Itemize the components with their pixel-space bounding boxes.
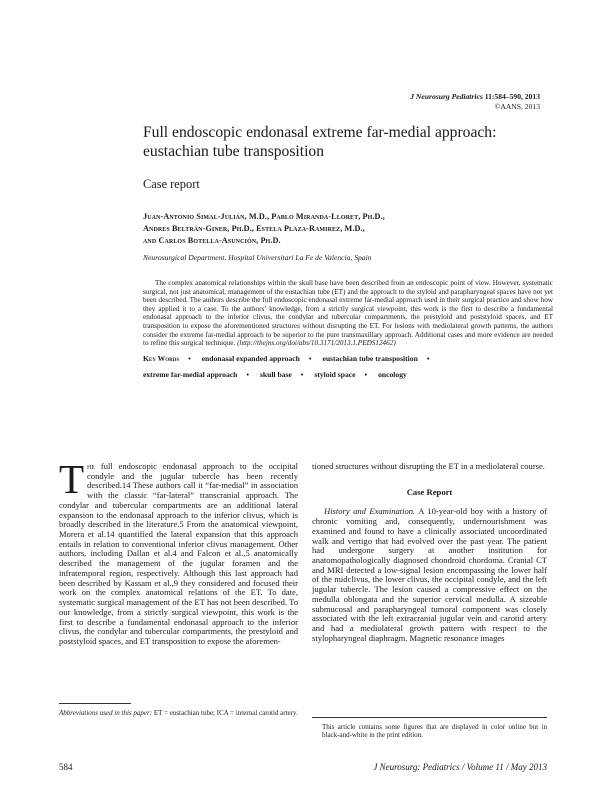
color-figure-note: This article contains some figures that are displayed in color online but in black-and-white in the print edition.	[312, 717, 547, 740]
journal-citation	[410, 92, 540, 112]
keyword: oncology	[378, 370, 407, 379]
keywords-label: Key Words	[143, 354, 180, 363]
footnote-text: ET = eustachian tube; ICA = internal carotid artery.	[152, 709, 298, 717]
running-footer: J Neurosurg: Pediatrics / Volume 11 / May 2013	[373, 762, 547, 772]
case-paragraph	[312, 507, 547, 643]
abstract-text: The complex anatomical relationships within the skull base have been described from an endoscopic point of view. However, systematic surgical, not just anatomical, management of the eustachian tube (ET) and the approach to the styloid and parapharyngeal spaces have not yet been described. The authors describe the full endoscopic endonasal extreme far-medial approach used in their surgical practice and show how they applied it to a case. To the authors’ knowledge, from a strictly surgical viewpoint, this work is the first to describe a fundamental endonasal approach to the inferior clivus, the condylar and tubercular compartments, the prestyloid and poststyloid spaces, and ET transposition to expose the aforementioned structures without disrupting the ET. For lesions with mediolateral growth patterns, the authors consider the extreme far-medial approach to be superior to the pure transmaxillary approach. Additional cases and more evidence are needed to refine this surgical technique.	[143, 279, 553, 348]
footnote	[59, 709, 298, 718]
keyword: endonasal expanded approach	[201, 354, 300, 363]
paragraph-label: History and Examination.	[324, 506, 416, 517]
author-line: and Carlos Botella-Asunción, Ph.D.	[143, 236, 281, 246]
article-title: Full endoscopic endonasal extreme far-medial approach: eustachian tube transposition	[143, 124, 497, 160]
intro-paragraph: full endoscopic endonasal approach to the occipital condyle and the jugular tubercle has been recently described.14 These authors call it “far-medial” in association with the classic “far-lateral” transcranial approach. The condylar and tubercular compartments are an additional lateral expansion to the endonasal approach to the inferior clivus, which is broadly described in the literature.5 From the anatomical viewpoint, Morera et al.14 quantified the lateral expansion that this approach entails in relation to conventional inferior clivus management. Other authors, including Dallan et al.4 and Falcon et al.,5 anatomically described the management of the jugular foramen and the infratemporal region, respectively. Although this last approach had been described by Kassam et al.,9 they considered and focused their work on the complex anatomical relations of the ET. To date, systematic surgical management of the ET has not been described. To our knowledge, from a strictly surgical viewpoint, this work is the first to describe a fundamental endonasal approach to the inferior clivus, the condylar and tubercular compartments, the prestyloid and poststyloid spaces, and ET transposition to expose the aforemen-	[59, 461, 298, 646]
keywords: Key Words • endonasal expanded approach • eustachian tube transposition • extreme far-medial approach • skull base • styloid space • oncology	[143, 354, 430, 379]
abstract	[143, 279, 553, 348]
author-line: Juan-Antonio Simal-Julián, M.D., Pablo Miranda-Lloret, Ph.D.,	[143, 212, 385, 221]
body-column-left	[59, 456, 298, 647]
author-list	[143, 211, 473, 248]
copyright: ©AANS, 2013	[494, 102, 540, 111]
keyword: skull base	[259, 370, 292, 379]
paragraph-text: A 10-year-old boy with a history of chronic vomiting and, consequently, undernourishment was examined and found to have a clinically associated uncoordinated walk and vertigo that had evolved over the past year. The patient had undergone surgery at another institution for anatomopathologically diagnosed chondroid chordoma. Cranial CT and MRI detected a low-signal lesion encompassing the lower half of the midclivus, the lower clivus, the occipital condyle, and the left jugular tubercle. The lesion caused a compressive effect on the medulla oblongata and the superior cervical medulla. A sizeable submucosal and parapharyngeal tumoral component was closely associated with the left extracranial jugular vein and carotid artery and had a mediolateral growth pattern with respect to the stylopharyngeal diaphragm. Magnetic resonance images	[312, 506, 547, 643]
continued-paragraph: tioned structures without disrupting the ET in a mediolateral course.	[312, 461, 545, 471]
volume-pages: 11:584–590, 2013	[484, 92, 540, 101]
body-column-right	[312, 462, 547, 644]
footnote-divider	[59, 703, 131, 704]
author-line: Andres Beltrán-Giner, Ph.D., Estela Plaza-Ramirez, M.D.,	[143, 224, 365, 234]
lead-in: he	[87, 461, 96, 471]
keyword: eustachian tube transposition	[322, 354, 418, 363]
article-type: Case report	[143, 177, 200, 191]
keyword: extreme far-medial approach	[143, 370, 238, 379]
footnote-label: Abbreviations used in this paper:	[59, 709, 153, 717]
section-heading: Case Report	[406, 486, 453, 497]
page-number: 584	[59, 762, 73, 772]
journal-name: J Neurosurg Pediatrics	[410, 92, 483, 101]
affiliation: Neurosurgical Department, Hospital Universitari La Fe de Valencia, Spain	[143, 253, 372, 262]
keyword: styloid space	[314, 370, 356, 379]
doi-link[interactable]: (http://thejns.org/doi/abs/10.3171/2013.1.PEDS12462)	[237, 339, 396, 348]
drop-cap: T	[59, 456, 85, 502]
